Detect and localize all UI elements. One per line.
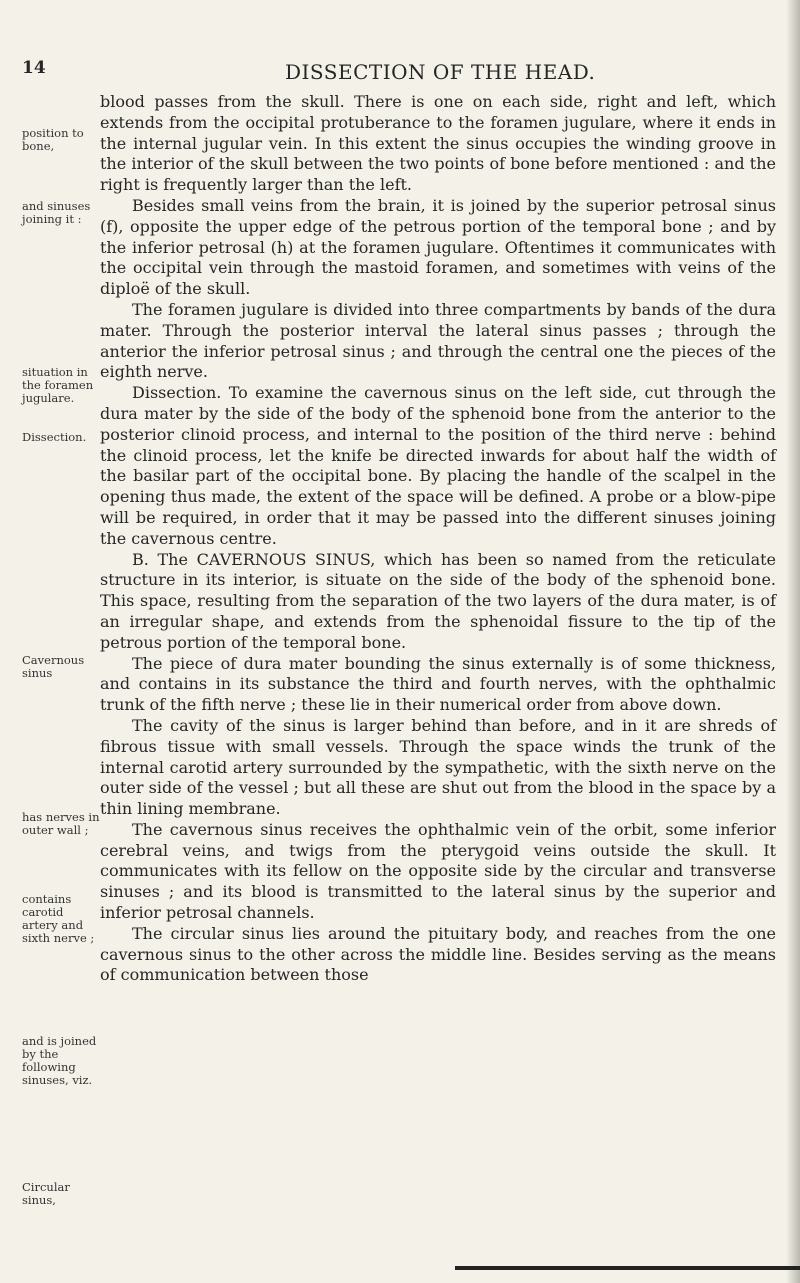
margin-note: and sinuses joining it :	[22, 199, 91, 226]
margin-note: contains carotid artery and sixth nerve ;	[22, 892, 95, 945]
margin-note: has nerves in outer wall ;	[22, 810, 100, 837]
margin-note: position to bone,	[22, 126, 84, 153]
paragraph: The cavernous sinus receives the ophthalmic vein of the orbit, some inferior cerebral veins, and twigs from the pterygoid veins outside the skull. It communicates with its fellow on the opposite side by the circular and transverse sinuses ; and its blood is transmitted to the lateral sinus by the superior and inferior petrosal channels.	[100, 819, 776, 923]
margin-note: situation in the foramen jugulare.	[22, 365, 94, 405]
running-title: DISSECTION OF THE HEAD.	[285, 60, 596, 84]
margin-note: Dissection.	[22, 430, 87, 444]
paragraph: The piece of dura mater bounding the sinus externally is of some thickness, and contains in its substance the third and fourth nerves, with the ophthalmic trunk of the fifth nerve ; these lie in their numerical order from above down.	[100, 653, 776, 715]
page-number: 14	[22, 58, 46, 78]
paragraph: B. The CAVERNOUS SINUS, which has been so named from the reticulate structure in its interior, is situate on the side of the body of the sphenoid bone. This space, resulting from the separation of the two layers of the dura mater, is of an irregular shape, and extends from the sphenoidal fissure to the tip of the petrous portion of the temporal bone.	[100, 549, 776, 652]
paragraph: Besides small veins from the brain, it is joined by the superior petrosal sinus (f), opposite the upper edge of the petrous portion of the temporal bone ; and by the inferior petrosal (h) at the foramen jugulare. Oftentimes it communicates with the occipital vein through the mastoid foramen, and sometimes with veins of the diploë of the skull.	[100, 195, 776, 299]
paragraph: blood passes from the skull. There is one on each side, right and left, which extends from the occipital protuberance to the foramen jugulare, where it ends in the internal jugular vein. In this extent the sinus occupies the winding groove in the interior of the skull between the two points of bone before mentioned : and the right is frequently larger than the left.	[100, 92, 776, 195]
margin-note: and is joined by the following sinuses, viz.	[22, 1034, 97, 1087]
margin-note: Cavernous sinus	[22, 653, 85, 680]
page-edge-shadow	[786, 0, 800, 1283]
bottom-rule	[455, 1266, 800, 1270]
paragraph: Dissection. To examine the cavernous sinus on the left side, cut through the dura mater by the side of the body of the sphenoid bone from the anterior to the posterior clinoid process, and internal to the position of the third nerve : behind the clinoid process, let the knife be directed inwards for about half the width of the basilar part of the occipital bone. By placing the handle of the scalpel in the opening thus made, the extent of the space will be defined. A probe or a blow-pipe will be required, in order that it may be passed into the different sinuses joining the cavernous centre.	[100, 383, 776, 548]
margin-note: Circular sinus,	[22, 1180, 70, 1207]
paragraph: The cavity of the sinus is larger behind than before, and in it are shreds of fibrous tissue with small vessels. Through the space winds the trunk of the internal carotid artery surrounded by the sympathetic, with the sixth nerve on the outer side of the vessel ; but all these are shut out from the blood in the space by a thin lining membrane.	[100, 715, 776, 819]
body-text	[100, 92, 776, 986]
paragraph: The foramen jugulare is divided into three compartments by bands of the dura mater. Through the posterior interval the lateral sinus passes ; through the anterior the inferior petrosal sinus ; and through the central one the pieces of the eighth nerve.	[100, 299, 776, 382]
paragraph: The circular sinus lies around the pituitary body, and reaches from the one cavernous sinus to the other across the middle line. Besides serving as the means of communication between those	[100, 923, 776, 985]
